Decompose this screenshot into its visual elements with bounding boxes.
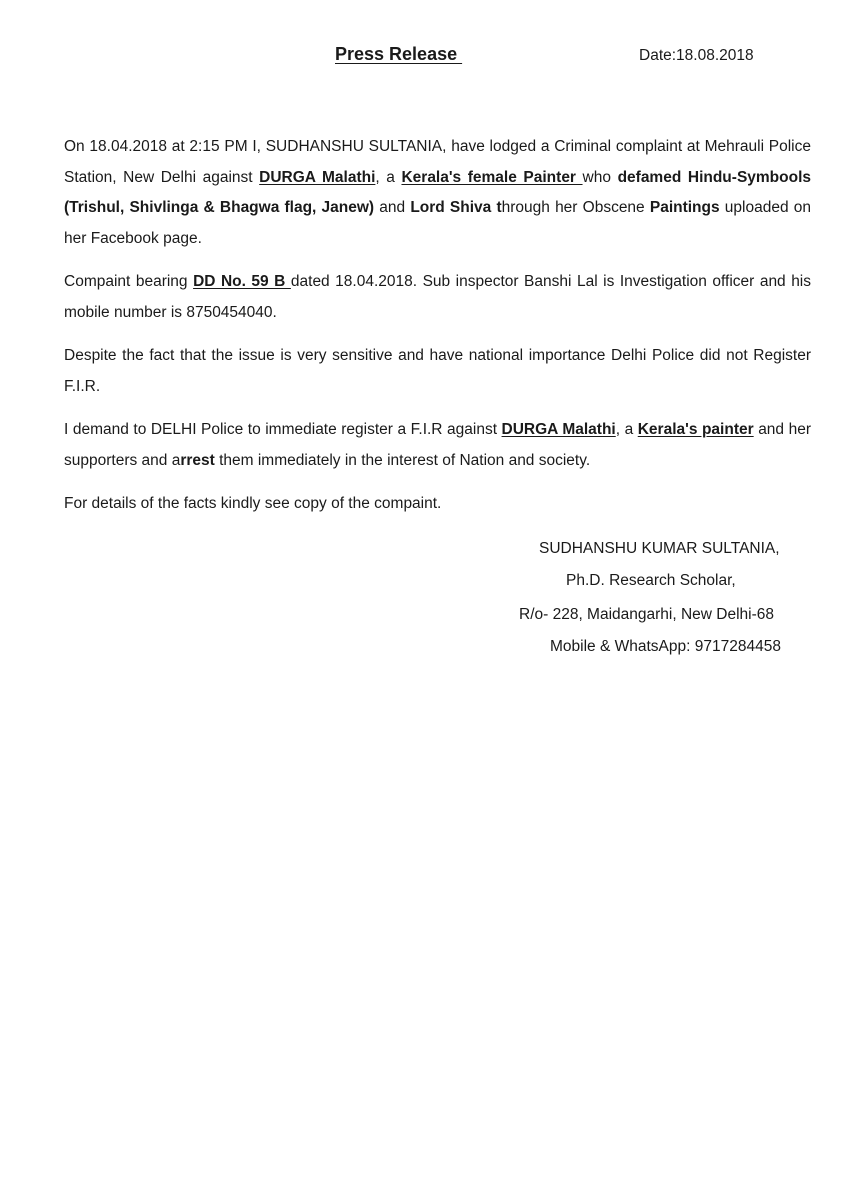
accused-description: Kerala's female Painter	[401, 168, 583, 186]
complaint-text: who	[582, 168, 618, 186]
document-title: Press Release	[335, 44, 463, 64]
signatory-contact: Mobile & WhatsApp: 9717284458	[550, 638, 781, 655]
complaint-text: and	[374, 199, 411, 216]
arrest-word: rrest	[180, 451, 215, 469]
accused-name: DURGA Malathi	[501, 421, 616, 438]
dd-number: DD No. 59 B	[193, 273, 291, 290]
document-body	[64, 132, 811, 533]
allegation-text: defamed Hindu-Symbools (Trishul, Shivlinga & Bhagwa flag, Janew)	[64, 168, 812, 216]
complaint-text: uploaded on her Facebook page.	[64, 199, 812, 247]
demand-text: them immediately in the interest of Nation and society.	[214, 451, 591, 469]
accused-description: Kerala's painter	[637, 421, 754, 438]
signatory-designation: Ph.D. Research Scholar,	[566, 572, 736, 589]
paragraph-demand	[64, 415, 811, 476]
paragraph-dd-number	[64, 267, 811, 328]
complaint-text: hrough her Obscene	[501, 199, 650, 216]
paragraph-complaint	[64, 132, 811, 254]
deity-name: Lord Shiva t	[410, 199, 502, 216]
complaint-text: , a	[375, 168, 402, 186]
accused-name: DURGA Malathi	[259, 168, 376, 186]
paragraph-police-inaction: Despite the fact that the issue is very sensitive and have national importance Delhi Police did not Register F.I.R.	[64, 347, 811, 395]
complaint-text: On 18.04.2018 at 2:15 PM I, SUDHANSHU SULTANIA, have lodged a Criminal complaint at Mehrauli Police Station, New Delhi against	[64, 138, 811, 186]
demand-text: and her supporters and a	[64, 421, 811, 469]
release-date: Date:18.08.2018	[639, 47, 754, 64]
signatory-name: SUDHANSHU KUMAR SULTANIA,	[539, 540, 780, 557]
paintings-word: Paintings	[649, 199, 720, 216]
demand-text: I demand to DELHI Police to immediate register a F.I.R against	[64, 421, 502, 438]
dd-text: Compaint bearing	[64, 273, 194, 290]
paragraph-details: For details of the facts kindly see copy of the compaint.	[64, 495, 442, 512]
dd-text: dated 18.04.2018. Sub inspector Banshi Lal is Investigation officer and his mobile number is 8750454040.	[64, 273, 812, 321]
signatory-address: R/o- 228, Maidangarhi, New Delhi-68	[519, 606, 775, 623]
demand-text: , a	[615, 421, 638, 438]
